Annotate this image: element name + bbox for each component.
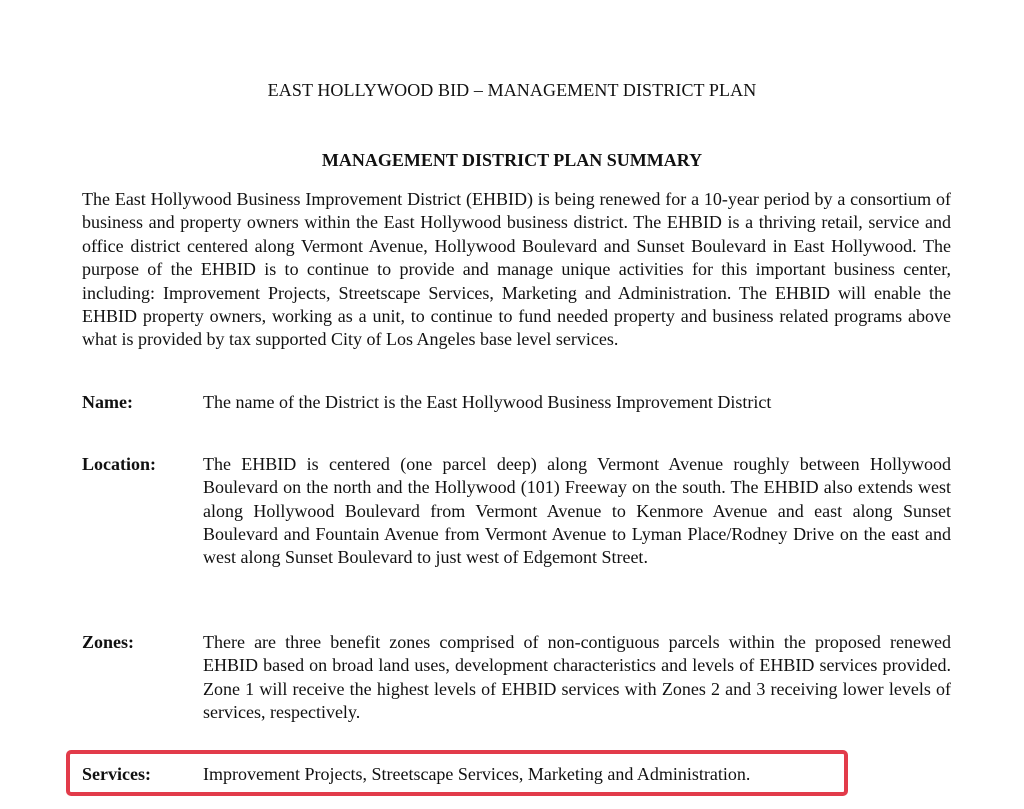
- zones-text: There are three benefit zones comprised of non-contiguous parcels within the proposed renewed EHBID based on broad land uses, development characteristics and levels of EHBID services provided. Zone 1 will receive the highest levels of EHBID services with Zones 2 and 3 receiving lower levels of services, respectively.: [203, 632, 951, 722]
- location-text: The EHBID is centered (one parcel deep) along Vermont Avenue roughly between Hollywood Boulevard on the north and the Hollywood (101) Freeway on the south. The EHBID also extends west along Hollywood Boulevard from Vermont Avenue to Kenmore Avenue and east along Sunset Boulevard and Fountain Avenue from Vermont Avenue to Lyman Place/Rodney Drive on the east and west along Sunset Boulevard to just west of Edgemont Street.: [203, 454, 951, 568]
- intro-paragraph: The East Hollywood Business Improvement District (EHBID) is being renewed for a 10-year period by a consortium of business and property owners within the East Hollywood business district. The EHBID is a thriving retail, service and office district centered along Vermont Avenue, Hollywood Boulevard and Sunset Boulevard in East Hollywood. The purpose of the EHBID is to continue to provide and manage unique activities for this important business center, including: Improvement Projects, Streetscape Services, Marketing and Administration. The EHBID will enable the EHBID property owners, working as a unit, to continue to fund needed property and business related programs above what is provided by tax supported City of Los Angeles base level services.: [82, 189, 951, 350]
- document-header: EAST HOLLYWOOD BID – MANAGEMENT DISTRICT PLAN: [267, 80, 757, 100]
- services-text: Improvement Projects, Streetscape Services, Marketing and Administration.: [203, 764, 751, 784]
- services-label: Services:: [82, 764, 151, 784]
- name-text: The name of the District is the East Hollywood Business Improvement District: [203, 392, 772, 412]
- location-label: Location:: [82, 454, 156, 474]
- zones-label: Zones:: [82, 632, 135, 652]
- summary-title: MANAGEMENT DISTRICT PLAN SUMMARY: [321, 150, 703, 170]
- name-label: Name:: [82, 392, 133, 412]
